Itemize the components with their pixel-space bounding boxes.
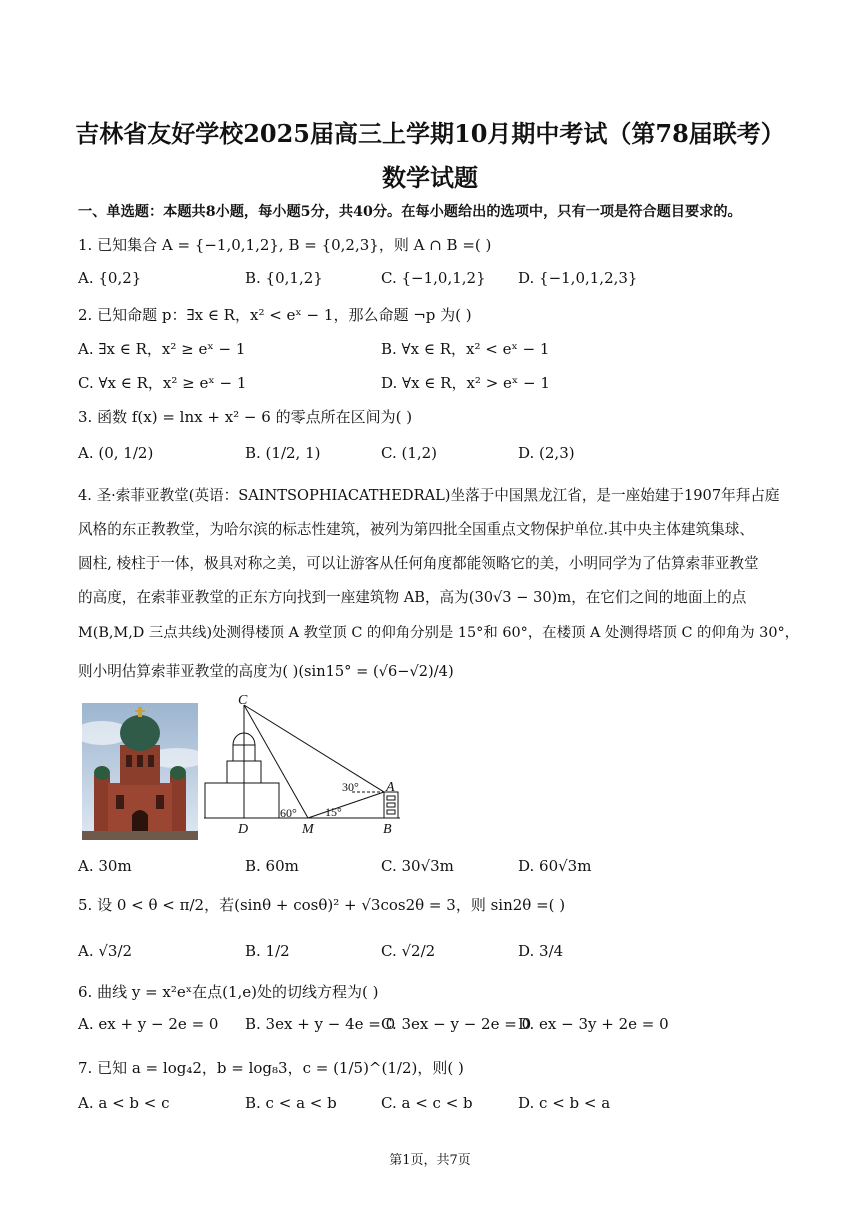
label-c: C	[238, 694, 248, 708]
question-7-stem: 7. 已知 a = log₄2，b = log₈3，c = (1/5)^(1/2)，则( )	[78, 1059, 464, 1077]
question-4-line-4: 的高度，在索菲亚教堂的正东方向找到一座建筑物 AB，高为(30√3 − 30)m，在它们之间的地面上的点	[78, 589, 747, 606]
cathedral-photo	[82, 703, 198, 840]
q5-option-a: A. √3/2	[78, 942, 133, 960]
question-3-stem: 3. 函数 f(x) = lnx + x² − 6 的零点所在区间为( )	[78, 408, 413, 426]
geometry-diagram	[200, 694, 410, 838]
church-base	[205, 783, 279, 818]
q6-option-b: B. 3ex + y − 4e = 0	[245, 1015, 396, 1033]
label-m: M	[302, 822, 314, 837]
exam-subtitle: 数学试题	[382, 163, 478, 192]
label-d: D	[238, 822, 249, 837]
q5-option-b: B. 1/2	[245, 942, 290, 960]
section-heading: 一、单选题：本题共8小题，每小题5分，共40分。在每小题给出的选项中，只有一项是符合题目要求的。	[78, 204, 742, 220]
q3-option-b: B. (1/2, 1)	[245, 444, 321, 462]
q1-option-c: C. {−1,0,1,2}	[381, 269, 486, 287]
q5-option-c: C. √2/2	[381, 942, 436, 960]
q6-option-d: D. ex − 3y + 2e = 0	[518, 1015, 669, 1033]
angle-15-label: 15°	[325, 805, 342, 819]
q2-option-c: C. ∀x ∈ R，x² ≥ eˣ − 1	[78, 374, 247, 392]
q4-option-b: B. 60m	[245, 857, 299, 875]
q6-option-c: C. 3ex − y − 2e = 0	[381, 1015, 532, 1033]
line-ca	[244, 705, 384, 792]
question-5-stem: 5. 设 0 < θ < π/2，若(sinθ + cosθ)² + √3cos2θ = 3，则 sin2θ =( )	[78, 896, 566, 914]
question-2-stem: 2. 已知命题 p：∃x ∈ R，x² < eˣ − 1，那么命题 ¬p 为( )	[78, 306, 472, 324]
page-footer: 第1页，共7页	[389, 1153, 471, 1168]
q2-option-a: A. ∃x ∈ R，x² ≥ eˣ − 1	[78, 340, 246, 358]
q7-option-b: B. c < a < b	[245, 1094, 337, 1112]
cathedral-illustration	[82, 703, 198, 840]
line-ma	[308, 792, 384, 818]
q7-option-d: D. c < b < a	[518, 1094, 611, 1112]
q4-option-a: A. 30m	[78, 857, 132, 875]
question-4-line-3: 圆柱, 棱柱于一体，极具对称之美，可以让游客从任何角度都能领略它的美，小明同学为了估算索菲亚教堂	[78, 555, 759, 572]
q1-option-a: A. {0,2}	[78, 269, 142, 287]
question-6-stem: 6. 曲线 y = x²eˣ在点(1,e)处的切线方程为( )	[78, 983, 379, 1001]
q4-option-d: D. 60√3m	[518, 857, 592, 875]
exam-title: 吉林省友好学校2025届高三上学期10月期中考试（第78届联考）	[75, 119, 785, 148]
angle-30-label: 30°	[342, 780, 359, 794]
question-1-stem: 1. 已知集合 A = {−1,0,1,2}, B = {0,2,3}，则 A ∩ B =( )	[78, 236, 492, 254]
q7-option-c: C. a < c < b	[381, 1094, 473, 1112]
q7-option-a: A. a < b < c	[78, 1094, 170, 1112]
question-4-line-2: 风格的东正教教堂，为哈尔滨的标志性建筑，被列为第四批全国重点文物保护单位.其中央主体建筑集球、	[78, 521, 754, 538]
q3-option-d: D. (2,3)	[518, 444, 575, 462]
label-b: B	[383, 822, 392, 837]
q5-option-d: D. 3/4	[518, 942, 564, 960]
angle-60-label: 60°	[280, 806, 297, 820]
question-4-line-1: 4. 圣·索菲亚教堂(英语：SAINTSOPHIACATHEDRAL)坐落于中国黑龙江省，是一座始建于1907年拜占庭	[78, 487, 780, 504]
q4-option-c: C. 30√3m	[381, 857, 454, 875]
question-4-line-6: 则小明估算索菲亚教堂的高度为( )(sin15° = (√6−√2)/4)	[78, 663, 454, 680]
q3-option-a: A. (0, 1/2)	[78, 444, 154, 462]
q1-option-d: D. {−1,0,1,2,3}	[518, 269, 638, 287]
q2-option-b: B. ∀x ∈ R，x² < eˣ − 1	[381, 340, 550, 358]
q1-option-b: B. {0,1,2}	[245, 269, 323, 287]
q2-option-d: D. ∀x ∈ R，x² > eˣ − 1	[381, 374, 550, 392]
label-a: A	[386, 780, 395, 795]
question-4-line-5: M(B,M,D 三点共线)处测得楼顶 A 教堂顶 C 的仰角分别是 15°和 60°，在楼顶 A 处测得塔顶 C 的仰角为 30°，	[78, 625, 800, 641]
q3-option-c: C. (1,2)	[381, 444, 438, 462]
q6-option-a: A. ex + y − 2e = 0	[78, 1015, 219, 1033]
